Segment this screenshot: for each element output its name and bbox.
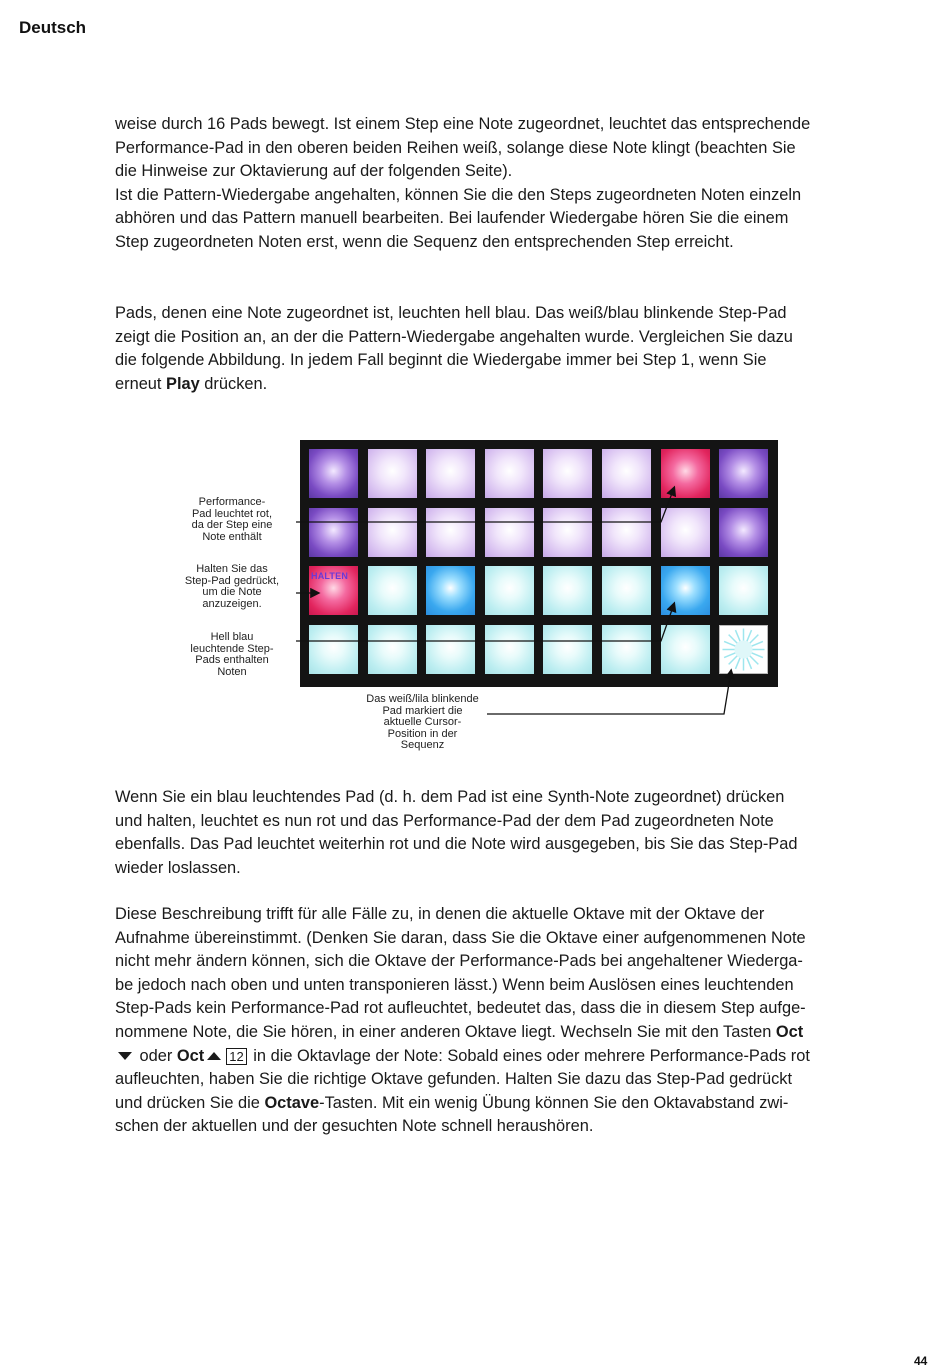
pad-cyan [426, 625, 475, 674]
oct-keyword: Oct [775, 1022, 804, 1041]
annotation-cursor: Das weiß/lila blinkende Pad markiert die aktuelle Cursor- Position in der Sequenz [366, 693, 479, 751]
paragraph-light-blue-pads [115, 302, 835, 396]
text-span: nommene Note, die Sie hören, in einer anderen Oktave liegt. Wechseln Sie mit den Tasten [115, 1022, 776, 1041]
text-line: Aufnahme übereinstimmt. (Denken Sie daran, dass Sie die Oktave einer aufgenommenen Note [115, 928, 806, 947]
text-line [115, 1092, 835, 1116]
arrow-up-icon [207, 1052, 221, 1060]
annotation-hold-step: Halten Sie das Step-Pad gedrückt, um die Note anzuzeigen. [184, 563, 280, 610]
text-line: nicht mehr ändern können, sich die Oktave der Performance-Pads bei angehaltener Wiederga- [115, 952, 803, 971]
text-span: drücken. [199, 374, 268, 393]
text-line: Ist die Pattern-Wiedergabe angehalten, können Sie die den Steps zugeordneten Noten einzeln [115, 185, 802, 204]
paragraph-step-notes [115, 113, 835, 255]
pad-cyan [368, 625, 417, 674]
pad-grid-figure [300, 440, 778, 687]
pad-label-halten: HALTEN [311, 571, 349, 582]
text-line: und halten, leuchtet es nun rot und das Performance-Pad der dem Pad zugeordneten Note [115, 811, 774, 830]
pad-purple [719, 449, 768, 498]
pad-lilac [426, 449, 475, 498]
octave-keyword: Octave [264, 1093, 320, 1112]
pad-lilac [485, 449, 534, 498]
text-span: und drücken Sie die [115, 1093, 265, 1112]
pad-cyan [719, 566, 768, 615]
annotation-light-blue: Hell blau leuchtende Step- Pads enthalten Noten [190, 631, 274, 678]
text-span: erneut [115, 374, 167, 393]
text-line: zeigt die Position an, an der die Pattern-Wiedergabe angehalten wurde. Vergleichen Sie dazu [115, 327, 793, 346]
pad-cyan [309, 625, 358, 674]
text-span: oder [135, 1046, 177, 1065]
pad-lilac [602, 449, 651, 498]
pad-lilac [543, 449, 592, 498]
text-span: in die Oktavlage der Note: Sobald eines oder mehrere Performance-Pads rot [248, 1046, 810, 1065]
text-line: Step-Pads kein Performance-Pad rot aufleuchtet, bedeutet das, dass die in diesem Step aufge- [115, 999, 806, 1018]
text-line: Wenn Sie ein blau leuchtendes Pad (d. h. dem Pad ist eine Synth-Note zugeordnet) drücken [115, 788, 785, 806]
pad-cyan [543, 566, 592, 615]
pad-lilac [368, 449, 417, 498]
pad-lilac [602, 508, 651, 557]
pad-lilac [368, 508, 417, 557]
blink-burst-icon [720, 626, 767, 673]
text-line: Diese Beschreibung trifft für alle Fälle zu, in denen die aktuelle Oktave mit der Oktave der [115, 905, 765, 923]
pad-cyan [602, 566, 651, 615]
pad-cyan [543, 625, 592, 674]
text-line: die Hinweise zur Oktavierung auf der folgenden Seite). [115, 162, 513, 181]
text-line: die folgende Abbildung. In jedem Fall beginnt die Wiedergabe immer bei Step 1, wenn Sie [115, 351, 767, 370]
text-line [115, 373, 835, 397]
pad-lilac [543, 508, 592, 557]
text-line: Performance-Pad in den oberen beiden Reihen weiß, solange diese Note klingt (beachten Sie [115, 138, 796, 157]
pad-red [661, 449, 710, 498]
text-line: Step zugeordneten Noten erst, wenn die Sequenz den entsprechenden Step erreicht. [115, 232, 734, 251]
pad-blue [661, 566, 710, 615]
paragraph-hold-pad [115, 786, 835, 880]
paragraph-octave [115, 903, 835, 1139]
arrow-down-icon [118, 1052, 132, 1060]
text-line: be jedoch nach oben und unten transponieren lässt.) Wenn beim Auslösen eines leuchtenden [115, 975, 794, 994]
text-line: abhören und das Pattern manuell bearbeiten. Bei laufender Wiedergabe hören Sie die einem [115, 209, 789, 228]
pad-cyan [485, 566, 534, 615]
text-span: -Tasten. Mit ein wenig Übung können Sie den Oktavabstand zwi- [319, 1093, 789, 1112]
pad-blue [426, 566, 475, 615]
pad-purple [309, 508, 358, 557]
text-line: schen der aktuellen und der gesuchten Note schnell heraushören. [115, 1117, 594, 1136]
pad-lilac [661, 508, 710, 557]
text-line: Pads, denen eine Note zugeordnet ist, leuchten hell blau. Das weiß/blau blinkende Step-Pad [115, 304, 787, 322]
oct-keyword: Oct [176, 1046, 205, 1065]
pad-cyan [661, 625, 710, 674]
text-line: wieder loslassen. [115, 858, 241, 877]
pad-cyan [485, 625, 534, 674]
text-line: weise durch 16 Pads bewegt. Ist einem Step eine Note zugeordnet, leuchtet das entsprechende [115, 115, 811, 133]
key-number-box: 12 [226, 1048, 246, 1065]
pad-lilac [485, 508, 534, 557]
text-line: aufleuchten, haben Sie die richtige Oktave gefunden. Halten Sie dazu das Step-Pad gedrückt [115, 1070, 793, 1089]
header-language: Deutsch [19, 18, 87, 37]
pad-cyan [602, 625, 651, 674]
play-keyword: Play [166, 374, 200, 393]
pad-red [309, 566, 358, 615]
pad-white [719, 625, 768, 674]
text-line [115, 1021, 835, 1045]
text-line [115, 1045, 835, 1069]
text-line: ebenfalls. Das Pad leuchtet weiterhin rot und die Note wird ausgegeben, bis Sie das Step-Pad [115, 835, 798, 854]
pad-lilac [426, 508, 475, 557]
pad-purple [719, 508, 768, 557]
pad-cyan [368, 566, 417, 615]
pad-purple [309, 449, 358, 498]
annotation-performance-red: Performance- Pad leuchtet rot, da der Step eine Note enthält [191, 496, 273, 543]
page-number: 44 [914, 1354, 928, 1368]
